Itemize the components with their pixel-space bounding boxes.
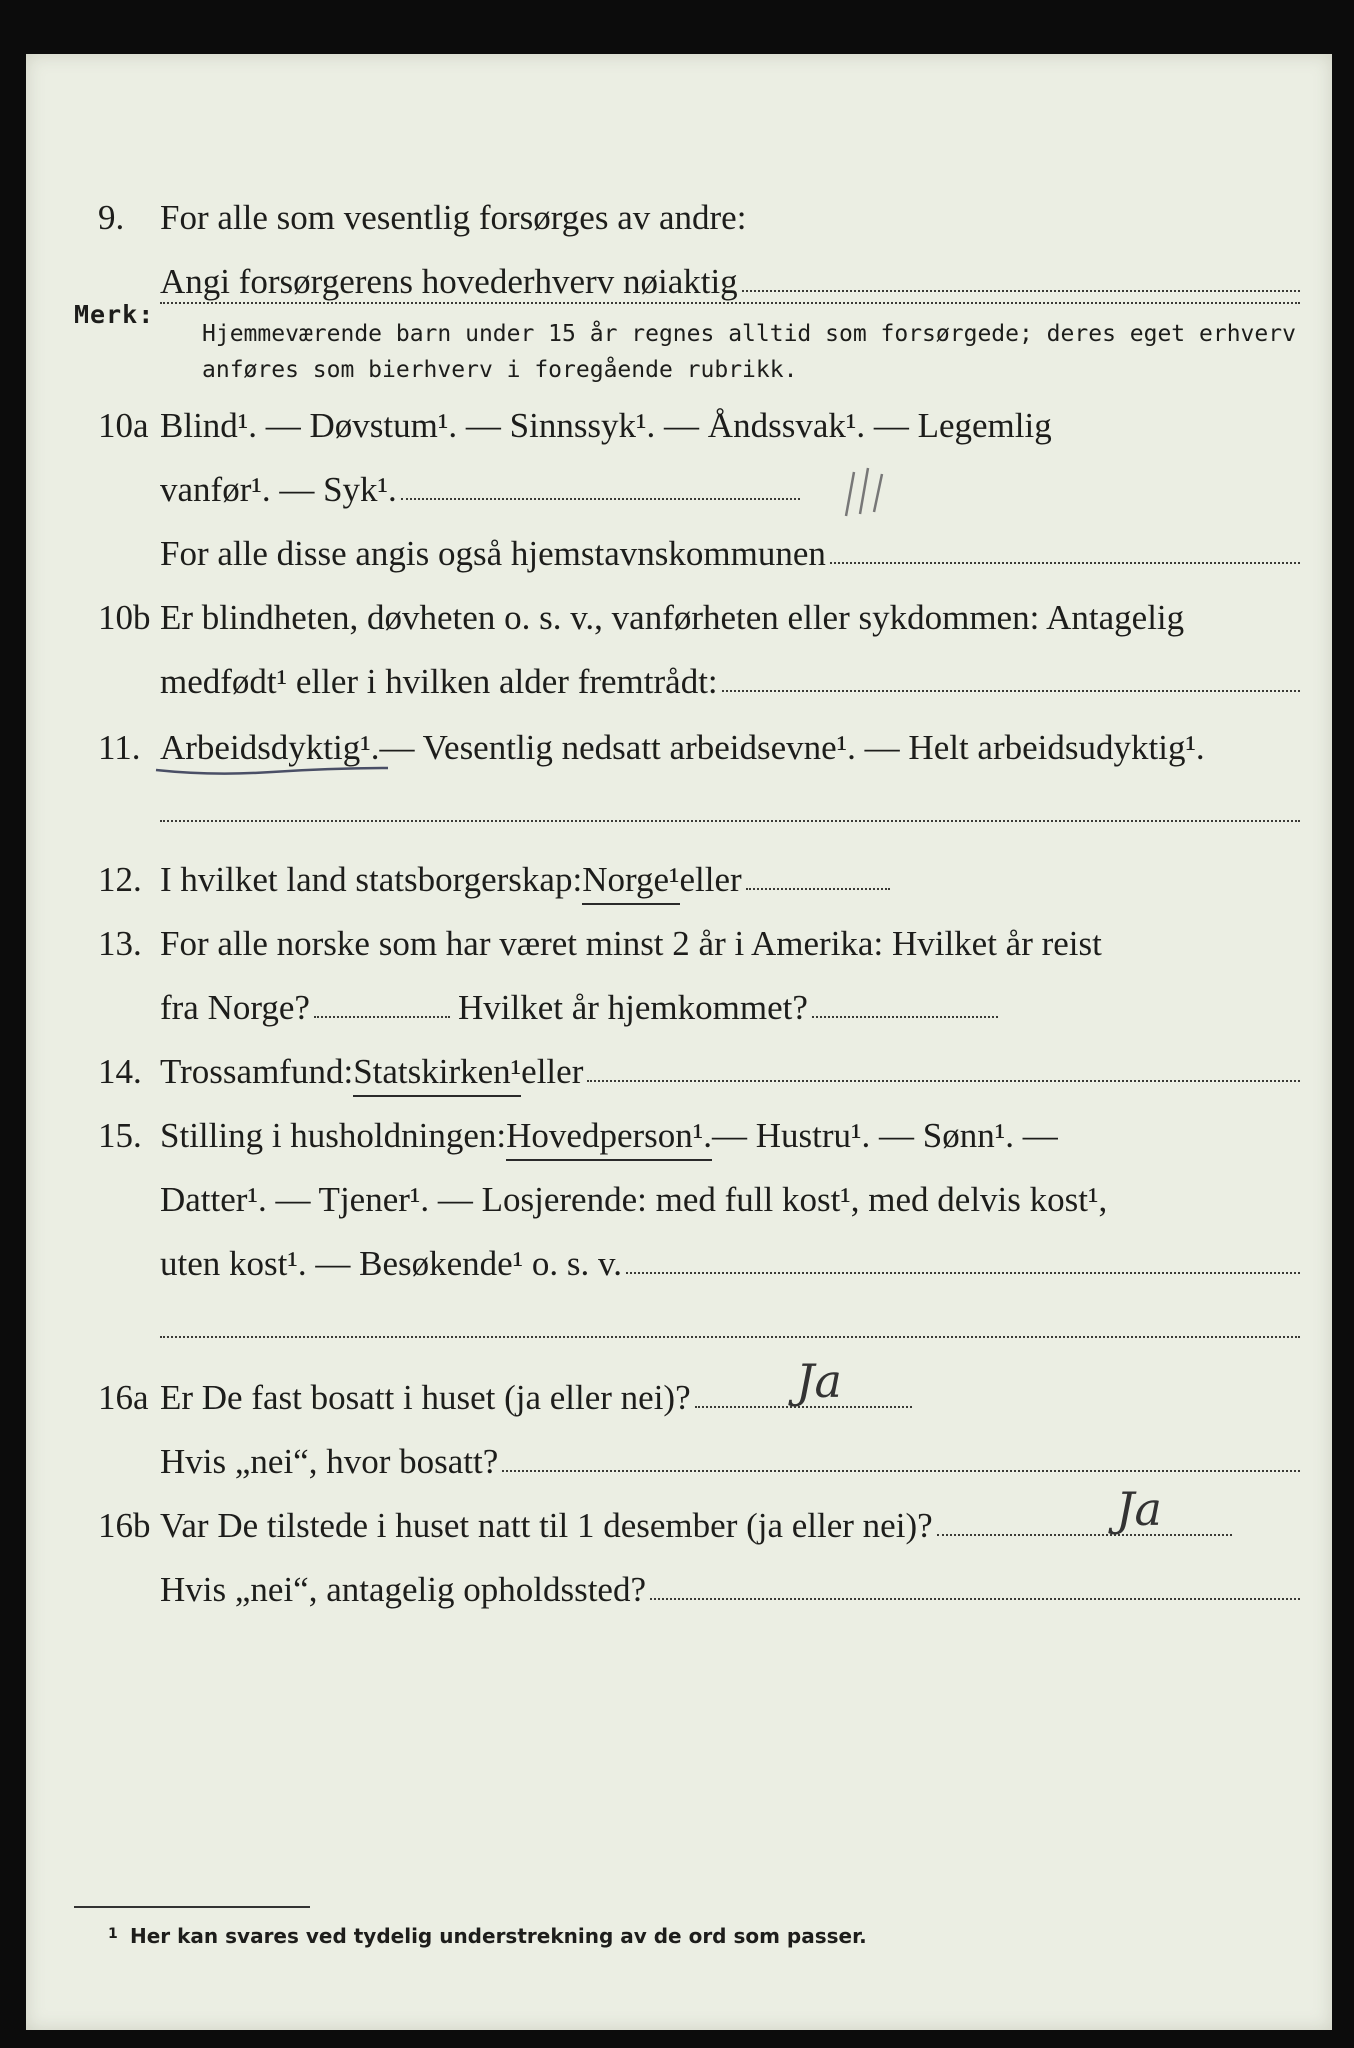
q9-answer-field[interactable] — [742, 260, 1300, 292]
q14-number: 14. — [98, 1052, 142, 1091]
q9-line2 — [160, 260, 1300, 304]
q12-prompt: I hvilket land statsborgerskap: — [160, 860, 583, 899]
q14-answer-field[interactable] — [587, 1050, 1300, 1082]
q10a-options: Blind¹. — Døvstum¹. — Sinnssyk¹. — Åndssvak¹. — Legemlig — [160, 406, 1052, 445]
q12-option-norge[interactable]: Norge¹ — [582, 858, 679, 905]
q13-left-prompt: fra Norge? — [160, 988, 310, 1027]
q16b-line1 — [160, 1504, 1232, 1548]
q16a-line2 — [160, 1440, 1300, 1484]
q13-line1 — [160, 922, 1300, 966]
q10a-line2 — [160, 468, 800, 512]
q16b-handwritten-answer: Ja — [1116, 1482, 1162, 1536]
q15-number: 15. — [98, 1116, 142, 1155]
q15-option-hovedperson[interactable]: Hovedperson¹. — [506, 1114, 712, 1161]
merk-line1: Hjemmeværende barn under 15 år regnes alltid som forsørgede; deres eget erhverv — [202, 321, 1296, 347]
q9-extra-answer-line[interactable] — [160, 300, 1300, 304]
q10a-options-cont: vanfør¹. — Syk¹. — [160, 470, 397, 509]
q10a-hometown-field[interactable] — [830, 532, 1300, 564]
handwritten-mark — [816, 464, 906, 524]
footnote-rule — [74, 1906, 310, 1908]
q15-prompt: Stilling i husholdningen: — [160, 1116, 507, 1155]
census-form-page — [26, 54, 1332, 2030]
q12-eller: eller — [679, 860, 742, 899]
q13-text: For alle norske som har været minst 2 år i Amerika: Hvilket år reist — [160, 924, 1102, 963]
q13-returned-prompt: Hvilket år hjemkommet? — [458, 988, 808, 1027]
q11-option-selected[interactable] — [160, 726, 380, 770]
q16b-line2 — [160, 1568, 1300, 1612]
footnote-mark: 1 — [108, 1926, 118, 1942]
q11-line — [160, 726, 1300, 770]
q16a-where-field[interactable] — [502, 1440, 1300, 1472]
q10b-number: 10b — [98, 598, 151, 637]
q10b-text: Er blindheten, døvheten o. s. v., vanførheten eller sykdommen: Antagelig — [160, 598, 1185, 637]
q11-other-options: — Vesentlig nedsatt arbeidsevne¹. — Helt arbeidsudyktig¹. — [379, 728, 1205, 767]
q15-line3 — [160, 1242, 1300, 1286]
q14-prompt: Trossamfund: — [160, 1052, 354, 1091]
q13-line2b — [458, 986, 998, 1030]
q15-options-cont: Datter¹. — Tjener¹. — Losjerende: med full kost¹, med delvis kost¹, — [160, 1180, 1108, 1219]
q16b-where-prompt: Hvis „nei“, antagelig opholdssted? — [160, 1570, 646, 1609]
q15-line2 — [160, 1178, 1300, 1222]
q11-number: 11. — [98, 728, 141, 767]
q9-number: 9. — [98, 198, 125, 237]
q10a-number: 10a — [98, 406, 149, 445]
q13-left-field[interactable] — [314, 986, 450, 1018]
q15-answer-line[interactable] — [160, 1334, 1300, 1338]
q10b-line1 — [160, 596, 1300, 640]
q16a-number: 16a — [98, 1378, 149, 1417]
q16a-prompt: Er De fast bosatt i huset (ja eller nei)? — [160, 1378, 691, 1417]
q16b-number: 16b — [98, 1506, 151, 1545]
q13-number: 13. — [98, 924, 142, 963]
footnote-text: Her kan svares ved tydelig understrekning av de ord som passer. — [130, 1924, 867, 1948]
q10b-line2 — [160, 660, 1300, 704]
q11-answer-line[interactable] — [160, 818, 1300, 822]
q9-prompt: Angi forsørgerens hovederhverv nøiaktig — [160, 262, 738, 301]
q12-line — [160, 858, 890, 902]
q15-options-end: uten kost¹. — Besøkende¹ o. s. v. — [160, 1244, 623, 1283]
q10a-line3 — [160, 532, 1300, 576]
merk-line2: anføres som bierhverv i foregående rubrikk. — [202, 357, 798, 383]
q12-answer-field[interactable] — [746, 858, 890, 890]
q16b-prompt: Var De tilstede i huset natt til 1 desember (ja eller nei)? — [160, 1506, 933, 1545]
q16a-handwritten-answer: Ja — [796, 1354, 842, 1408]
q15-answer-field[interactable] — [626, 1242, 1300, 1274]
q16b-where-field[interactable] — [650, 1568, 1300, 1600]
q12-number: 12. — [98, 860, 142, 899]
q10b-prompt: medfødt¹ eller i hvilken alder fremtrådt: — [160, 662, 718, 701]
q11-option-arbeidsdyktig: Arbeidsdyktig¹. — [160, 728, 380, 767]
handwritten-underline — [152, 760, 392, 780]
q15-other-options: — Hustru¹. — Sønn¹. — — [712, 1116, 1058, 1155]
footnote — [108, 1924, 867, 1948]
merk-label: Merk: — [74, 300, 155, 329]
q10a-line1 — [160, 404, 1300, 448]
q16a-where-prompt: Hvis „nei“, hvor bosatt? — [160, 1442, 499, 1481]
q9-text: For alle som vesentlig forsørges av andre: — [160, 198, 747, 237]
q13-returned-field[interactable] — [812, 986, 998, 1018]
q9-line1 — [160, 196, 1300, 240]
q14-line — [160, 1050, 1300, 1094]
q10a-hometown-prompt: For alle disse angis også hjemstavnskommunen — [160, 534, 826, 573]
q14-eller: eller — [521, 1052, 584, 1091]
q16b-answer-field[interactable] — [937, 1504, 1232, 1536]
q10a-answer-field[interactable] — [401, 468, 800, 500]
q15-line1 — [160, 1114, 1300, 1158]
q13-line2a — [160, 986, 450, 1030]
q14-option-statskirken[interactable]: Statskirken¹ — [353, 1050, 521, 1097]
q10b-answer-field[interactable] — [722, 660, 1300, 692]
